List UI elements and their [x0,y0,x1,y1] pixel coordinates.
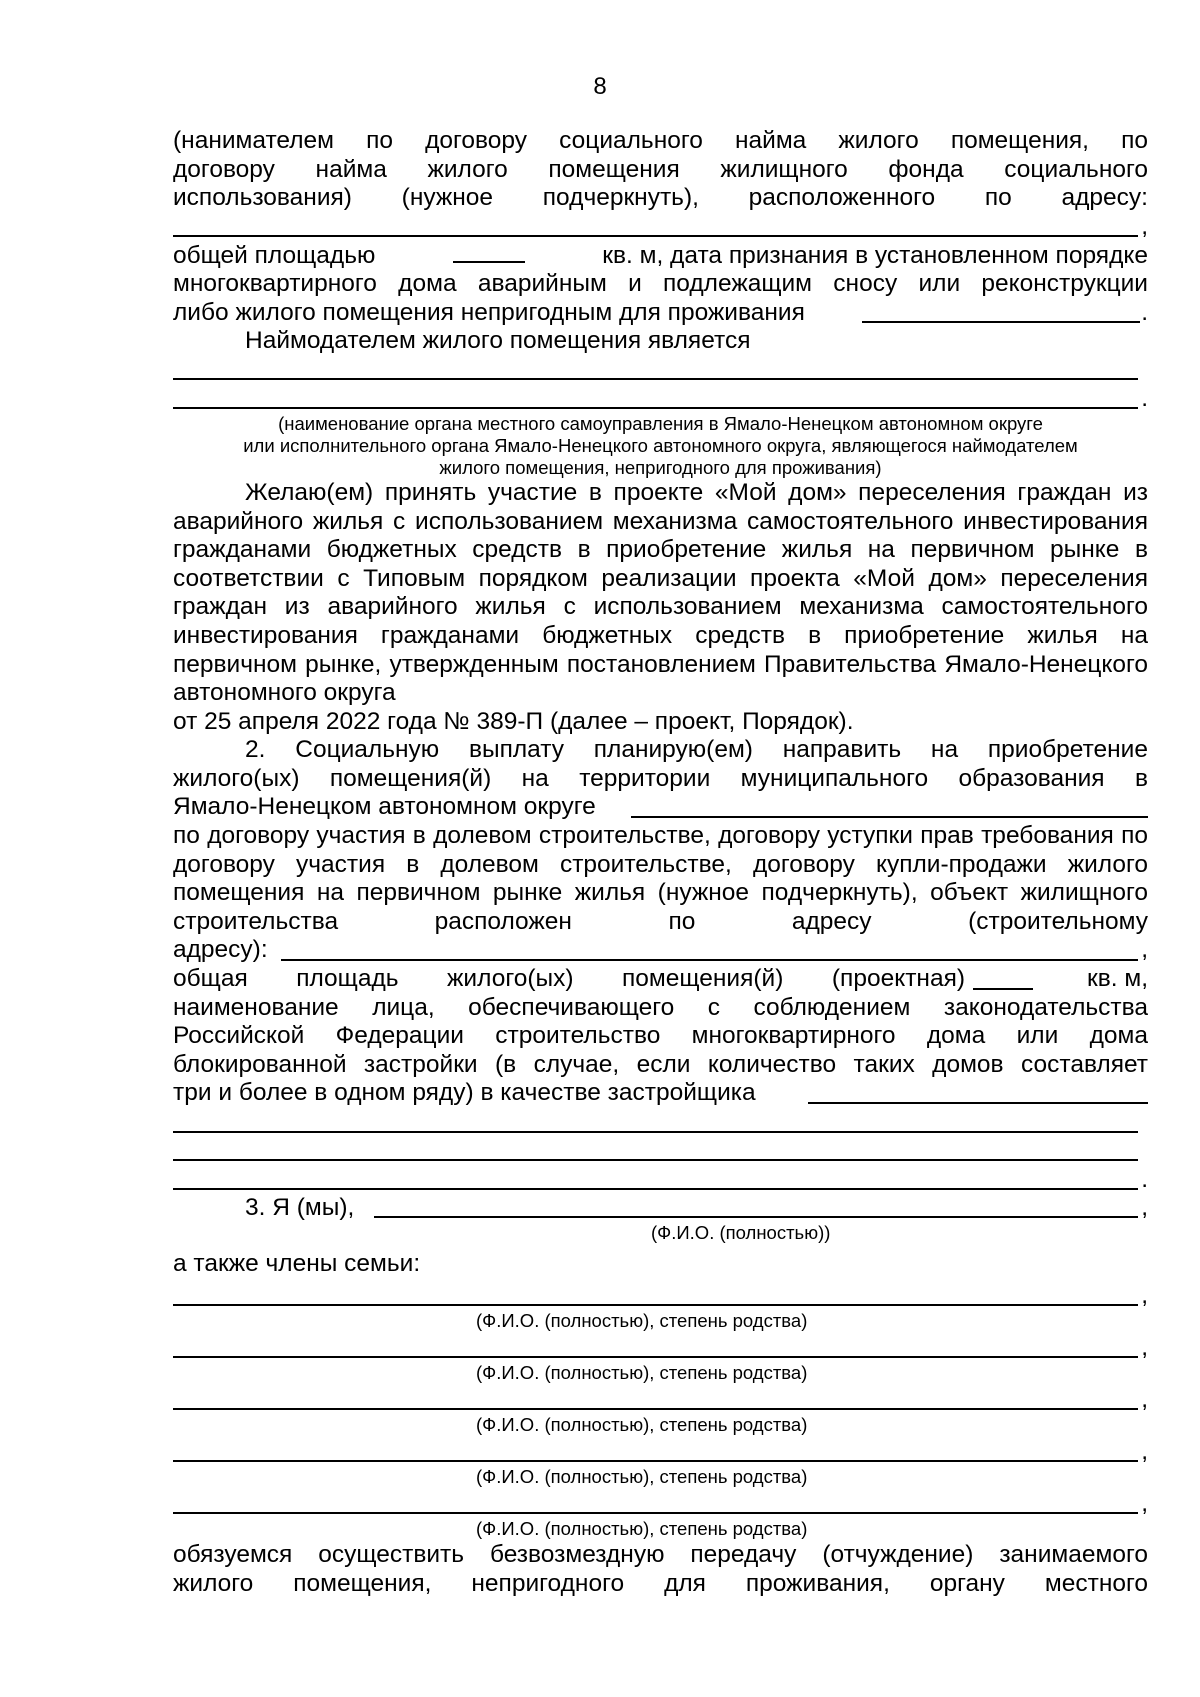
area-lead-text: общей площадью [173,242,376,270]
family-member-entry [173,1385,1148,1437]
family-label: а также члены семьи: [173,1250,421,1278]
developer-line [173,1079,1148,1108]
unfit-date-text: либо жилого помещения непригодным для проживания [173,298,805,326]
developer-body: наименование лица, обеспечивающего с соблюдением законодательства Российской Федерации строительство многоквартирного дома или дома блокированной застройки (в случае, если количество таких домов составляет [173,993,1148,1078]
landlord-label: Наймодателем жилого помещения является [245,327,751,355]
s2-municipality-line [173,793,1148,822]
landlord-label-line [173,327,1148,356]
text-line-1: (нанимателем по договору социального найма жилого помещения, по [173,127,1148,154]
construction-address-field[interactable] [281,959,1138,961]
projected-area-field[interactable] [973,988,1033,990]
address-comma: , [1141,213,1148,241]
family-member-caption: (Ф.И.О. (полностью), степень родства) [476,1413,808,1435]
landlord-blank-row-2 [173,384,1148,413]
construction-address-label: адресу): [173,936,268,964]
family-member-caption: (Ф.И.О. (полностью), степень родства) [476,1465,808,1487]
municipality-field[interactable] [631,816,1148,818]
page-number: 8 [593,73,607,100]
developer-field-1[interactable] [173,1131,1138,1133]
landlord-blank-row-1 [173,356,1148,385]
landlord-caption-3: жилого помещения, непригодного для проживания) [439,456,882,478]
landlord-field-1[interactable] [173,378,1138,380]
s2-municipality-text: Ямало-Ненецком автономном округе [173,793,596,821]
s2-line-1-text: 2. Социальную выплату планирую(ем) направить на приобретение [245,736,1148,764]
family-member-row [173,1333,1148,1362]
s2-body: по договору участия в долевом строительстве, договору уступки прав требования по договору участия в долевом строительстве, договору купли-продажи жилого помещения на первичном рынке жилья (нужное подчеркнуть), объект жилищного строительства расположен по адресу (строительному [173,822,1148,935]
developer-blank-row-2 [173,1137,1148,1166]
area-field[interactable] [453,241,525,263]
family-member-caption: (Ф.И.О. (полностью), степень родства) [476,1309,808,1331]
family-member-row [173,1385,1148,1414]
landlord-caption-2: или исполнительного органа Ямало-Ненецкого автономного округа, являющегося наймодателем [243,434,1078,456]
developer-period: . [1141,1165,1148,1193]
obligation-line-1: обязуемся осуществить безвозмездную передачу (отчуждение) занимаемого [173,1540,1148,1568]
applicant-comma: , [1141,1194,1148,1222]
family-member-caption: (Ф.И.О. (полностью), степень родства) [476,1361,808,1383]
family-member-entry [173,1437,1148,1489]
area-rest-text: кв. м, дата признания в установленном порядке [602,242,1148,270]
s2-line-1 [173,736,1148,765]
developer-text: три и более в одном ряду) в качестве застройщика [173,1079,756,1107]
family-member-comma: , [1141,1333,1148,1361]
s2-line-2: жилого(ых) помещения(й) на территории муниципального образования в [173,764,1148,792]
desire-last-line: от 25 апреля 2022 года № 389-П (далее – проект, Порядок). [173,707,854,735]
family-member-caption: (Ф.И.О. (полностью), степень родства) [476,1517,808,1539]
family-member-comma: , [1141,1385,1148,1413]
projected-area-line [173,965,1148,994]
family-member-row [173,1281,1148,1310]
family-member-field[interactable] [173,1460,1138,1462]
unfit-date-line [173,299,1148,328]
unfit-date-field[interactable] [862,321,1140,323]
applicant-fio-field[interactable] [374,1216,1138,1218]
projected-area-text: общая площадь жилого(ых) помещения(й) (проектная) [173,965,965,993]
developer-blank-row-3 [173,1165,1148,1194]
family-member-comma: , [1141,1437,1148,1465]
projected-area-unit: кв. м, [1087,965,1148,993]
developer-blank-row-1 [173,1108,1148,1137]
family-member-field[interactable] [173,1512,1138,1514]
landlord-field-2[interactable] [173,407,1138,409]
address-blank-row [173,213,1148,242]
construction-address-line [173,936,1148,965]
text-line-2: договору найма жилого помещения жилищного фонда социального [173,155,1148,183]
family-member-entry [173,1281,1148,1333]
unfit-date-period: . [1141,298,1148,326]
family-member-entry [173,1489,1148,1541]
applicant-row [173,1194,1148,1223]
developer-field-inline[interactable] [808,1102,1148,1104]
developer-field-2[interactable] [173,1159,1138,1161]
text-line-3: использования) (нужное подчеркнуть), расположенного по адресу: [173,184,1148,212]
family-member-comma: , [1141,1281,1148,1309]
address-field[interactable] [173,235,1138,237]
family-members-list [173,1281,1148,1541]
area-line [173,241,1148,270]
document-body [173,127,1148,1598]
obligation-line-2: жилого помещения, непригодного для проживания, органу местного [173,1569,1148,1597]
family-member-field[interactable] [173,1304,1138,1306]
family-member-field[interactable] [173,1408,1138,1410]
applicant-fio-caption: (Ф.И.О. (полностью)) [651,1222,831,1244]
applicant-lead: 3. Я (мы), [245,1193,355,1221]
construction-address-comma: , [1141,936,1148,964]
text-line-5: многоквартирного дома аварийным и подлежащим сносу или реконструкции [173,269,1148,297]
landlord-period: . [1141,384,1148,412]
landlord-caption-1: (наименование органа местного самоуправления в Ямало-Ненецком автономном округе [278,412,1043,434]
family-member-comma: , [1141,1489,1148,1517]
family-member-entry [173,1333,1148,1385]
developer-field-3[interactable] [173,1188,1138,1190]
family-member-row [173,1437,1148,1466]
family-member-field[interactable] [173,1356,1138,1358]
desire-paragraph: Желаю(ем) принять участие в проекте «Мой дом» переселения граждан из аварийного жилья с использованием механизма самостоятельного инвестирования гражданами бюджетных средств в приобретение жилья на первичном рынке в соответствии с Типовым порядком реализации проекта «Мой дом» переселения граждан из аварийного жилья с использованием механизма самостоятельного инвестирования гражданами бюджетных средств в приобретение жилья на первичном рынке, утвержденным постановлением Правительства Ямало-Ненецкого автономного округа [173,478,1148,707]
family-member-row [173,1489,1148,1518]
